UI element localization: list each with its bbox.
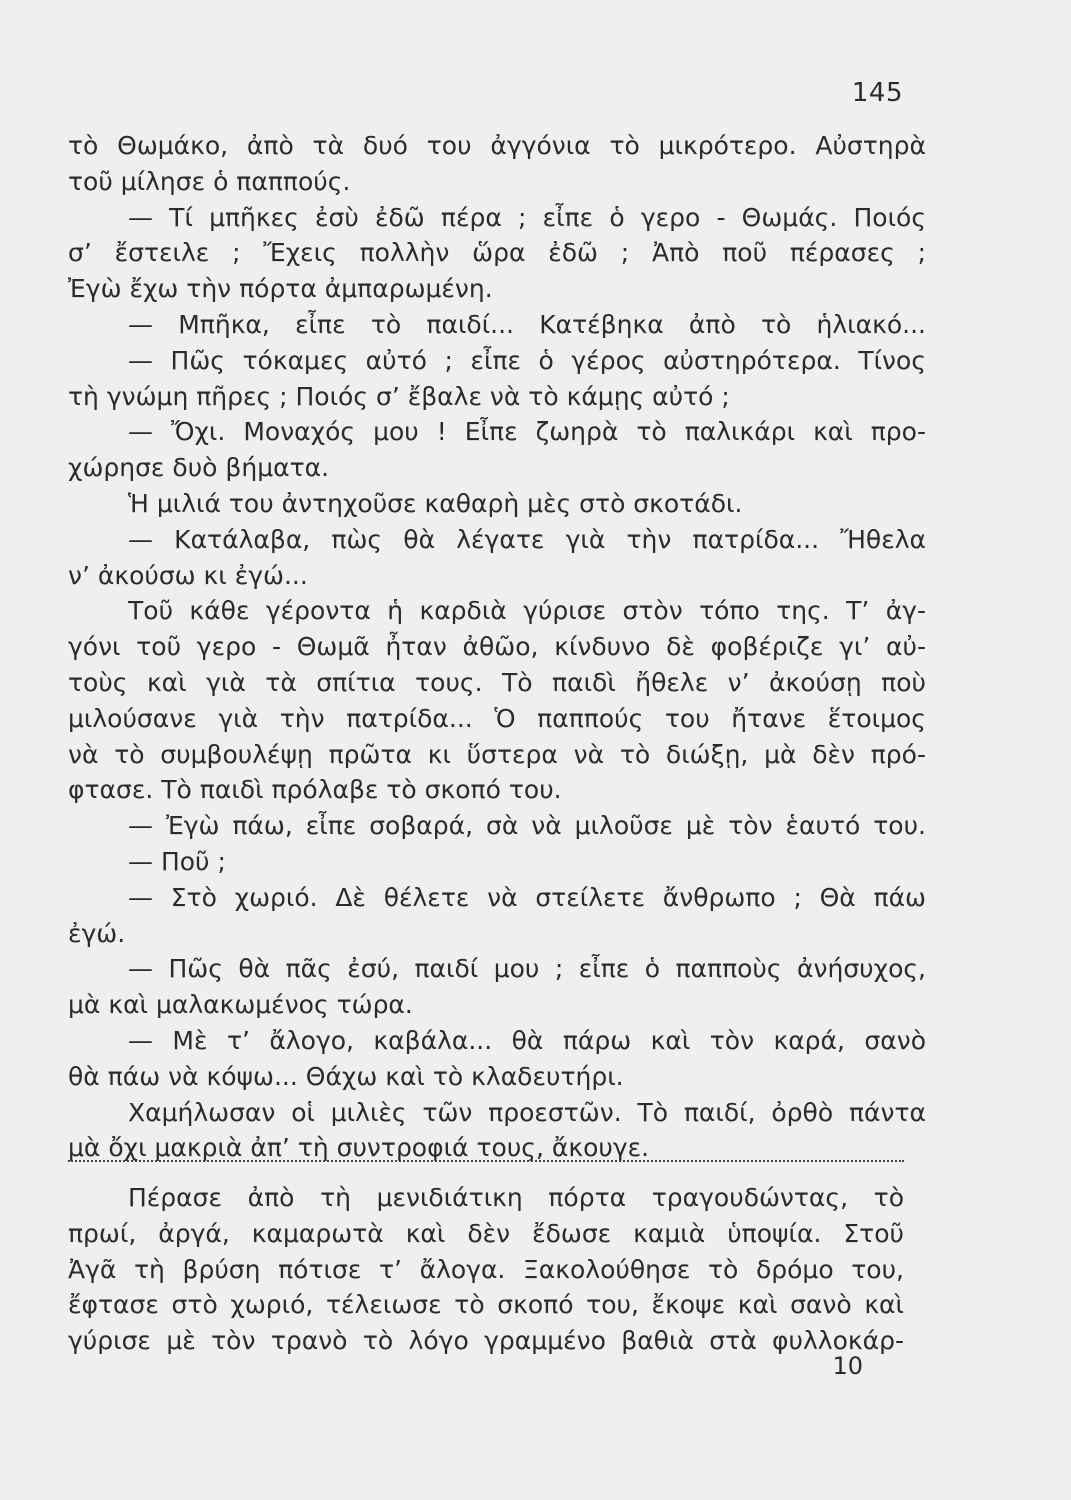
text-line: — Κατάλαβα, πὼς θὰ λέγατε γιὰ τὴν πατρίδα... Ἤθελα bbox=[128, 524, 926, 554]
text-line: Ἐγὼ ἔχω τὴν πόρτα ἀμπαρωμένη. bbox=[68, 274, 493, 304]
text-line: — Ποῦ ; bbox=[128, 846, 226, 876]
text-line: — Μὲ τ’ ἄλογο, καβάλα... θὰ πάρω καὶ τὸν καρά, σανὸ bbox=[128, 1025, 926, 1055]
text-line: πρωί, ἀργά, καμαρωτὰ καὶ δὲν ἔδωσε καμιὰ ὑποψία. Στοῦ bbox=[68, 1218, 904, 1248]
text-line: τὴ γνώμη πῆρες ; Ποιός σ’ ἔβαλε νὰ τὸ κάμῃς αὐτό ; bbox=[68, 381, 730, 411]
page-number: 145 bbox=[851, 78, 903, 108]
body-text-main bbox=[68, 128, 926, 1166]
section-separator bbox=[68, 1160, 904, 1168]
text-line: — Μπῆκα, εἶπε τὸ παιδί... Κατέβηκα ἀπὸ τὸ ἡλιακό... bbox=[128, 309, 926, 339]
text-line: χώρησε δυὸ βήματα. bbox=[68, 453, 330, 483]
text-line: — Πῶς τόκαμες αὐτό ; εἶπε ὁ γέρος αὐστηρότερα. Τίνος bbox=[128, 345, 926, 375]
text-line: — Τί μπῆκες ἐσὺ ἐδῶ πέρα ; εἶπε ὁ γερο - Θωμάς. Ποιός bbox=[128, 202, 926, 232]
text-line: Πέρασε ἀπὸ τὴ μενιδιάτικη πόρτα τραγουδώντας, τὸ bbox=[128, 1183, 904, 1212]
text-line: ν’ ἀκούσω κι ἐγώ... bbox=[68, 560, 308, 590]
text-line: τοῦ μίλησε ὁ παππούς. bbox=[68, 166, 351, 196]
signature-mark: 10 bbox=[832, 1352, 863, 1380]
text-line: τοὺς καὶ γιὰ τὰ σπίτια τους. Τὸ παιδὶ ἤθελε ν’ ἀκούσῃ ποὺ bbox=[68, 667, 926, 697]
body-text-continuation bbox=[68, 1180, 904, 1359]
text-line: ἐγώ. bbox=[68, 918, 126, 948]
text-line: ἔφτασε στὸ χωριό, τέλειωσε τὸ σκοπό του, ἔκοψε καὶ σανὸ καὶ bbox=[68, 1290, 904, 1320]
text-line: φτασε. Τὸ παιδὶ πρόλαβε τὸ σκοπό του. bbox=[68, 775, 562, 805]
text-line: θὰ πάω νὰ κόψω... Θάχω καὶ τὸ κλαδευτήρι. bbox=[68, 1061, 624, 1091]
text-line: — Πῶς θὰ πᾶς ἐσύ, παιδί μου ; εἶπε ὁ παπποὺς ἀνήσυχος, bbox=[128, 954, 926, 984]
text-line: Ἡ μιλιά του ἀντηχοῦσε καθαρὴ μὲς στὸ σκοτάδι. bbox=[128, 488, 743, 518]
text-line: τὸ Θωμάκο, ἀπὸ τὰ δυό του ἀγγόνια τὸ μικρότερο. Αὐστηρὰ bbox=[68, 131, 926, 160]
text-line: σ’ ἔστειλε ; Ἔχεις πολλὴν ὥρα ἐδῶ ; Ἀπὸ ποῦ πέρασες ; bbox=[68, 238, 926, 268]
text-line: — Στὸ χωριό. Δὲ θέλετε νὰ στείλετε ἄνθρωπο ; Θὰ πάω bbox=[128, 882, 926, 912]
text-line: μὰ καὶ μαλακωμένος τώρα. bbox=[68, 990, 413, 1020]
text-line: Τοῦ κάθε γέροντα ἡ καρδιὰ γύρισε στὸν τόπο της. Τ’ ἀγ- bbox=[128, 596, 926, 626]
text-line: — Ἐγὼ πάω, εἶπε σοβαρά, σὰ νὰ μιλοῦσε μὲ τὸν ἑαυτό του. bbox=[128, 811, 926, 841]
text-line: Χαμήλωσαν οἱ μιλιὲς τῶν προεστῶν. Τὸ παιδί, ὀρθὸ πάντα bbox=[128, 1097, 926, 1127]
text-line: γύρισε μὲ τὸν τρανὸ τὸ λόγο γραμμένο βαθιὰ στὰ φυλλοκάρ- bbox=[68, 1326, 904, 1356]
text-line: γόνι τοῦ γερο - Θωμᾶ ἦταν ἀθῶο, κίνδυνο δὲ φοβέριζε γι’ αὐ- bbox=[68, 632, 926, 662]
text-line: νὰ τὸ συμβουλέψῃ πρῶτα κι ὕστερα νὰ τὸ διώξῃ, μὰ δὲν πρό- bbox=[68, 739, 926, 769]
text-line: μιλούσανε γιὰ τὴν πατρίδα... Ὁ παππούς του ἤτανε ἕτοιμος bbox=[68, 703, 926, 733]
text-line: μὰ ὄχι μακριὰ ἀπ’ τὴ συντροφιά τους, ἄκουγε. bbox=[68, 1133, 650, 1163]
text-line: Ἀγᾶ τὴ βρύση πότισε τ’ ἄλογα. Ξακολούθησε τὸ δρόμο του, bbox=[68, 1254, 904, 1284]
text-line: — Ὄχι. Μοναχός μου ! Εἶπε ζωηρὰ τὸ παλικάρι καὶ προ- bbox=[128, 417, 926, 447]
